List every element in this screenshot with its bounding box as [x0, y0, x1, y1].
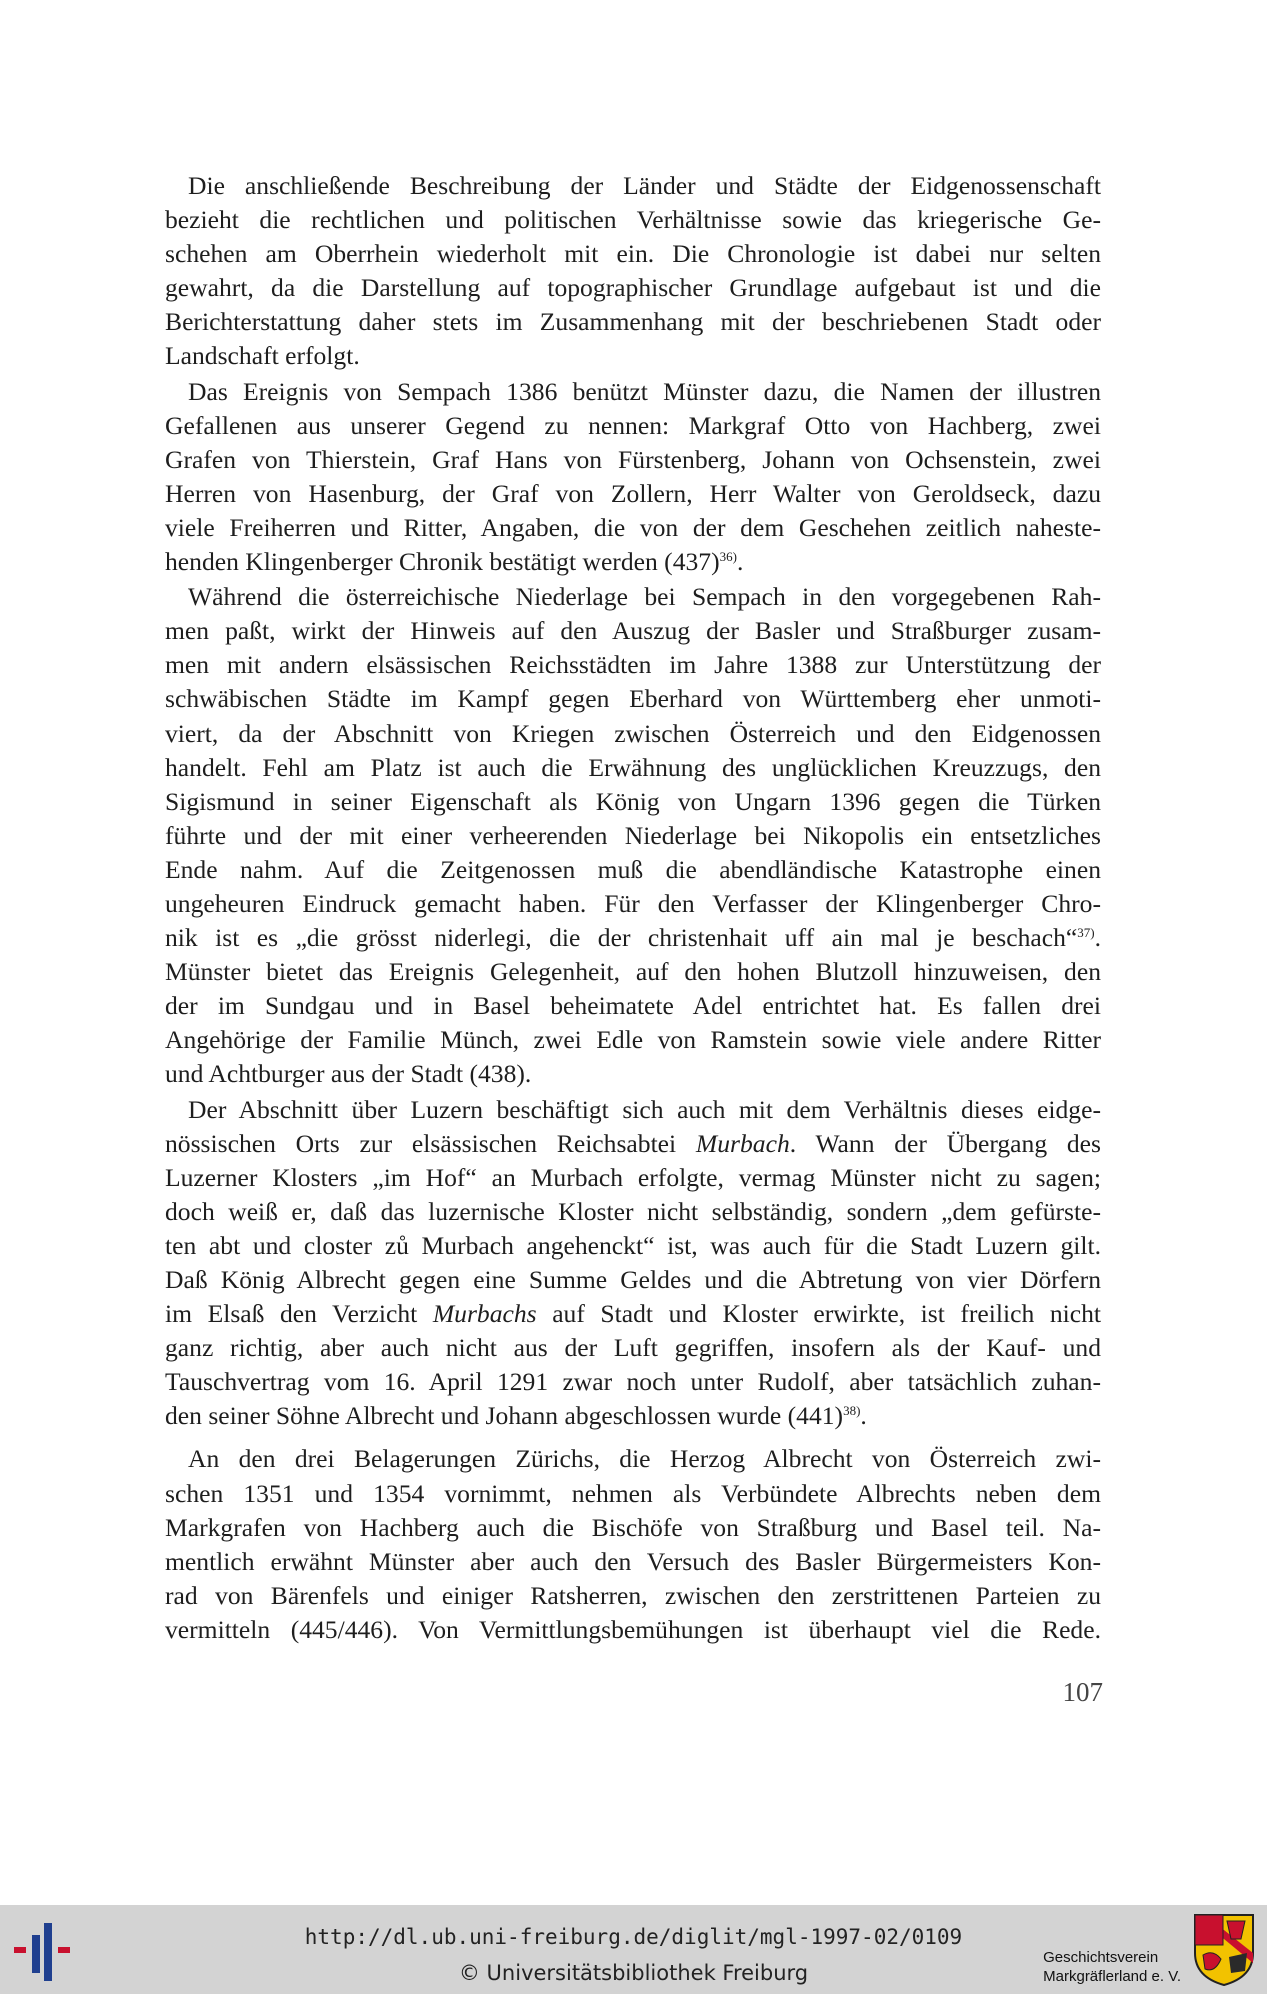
society-line: Geschichtsverein	[1043, 1949, 1159, 1966]
coat-of-arms-icon	[1193, 1913, 1255, 1987]
text-line	[165, 1399, 1101, 1433]
text-line: mentlich erwähnt Münster aber auch den Versuch des Basler Bürgermeisters Kon-	[165, 1546, 1101, 1576]
footer-url-link[interactable]: http://dl.ub.uni-freiburg.de/diglit/mgl-1997-02/0109	[304, 1925, 963, 1949]
text-line: schehen am Oberrhein wiederholt mit ein. Die Chronologie ist dabei nur selten	[165, 239, 1101, 269]
text-line: Grafen von Thierstein, Graf Hans von Fürstenberg, Johann von Ochsenstein, zwei	[165, 444, 1101, 474]
society-name	[1043, 1948, 1181, 1986]
text-line: viele Freiherren und Ritter, Angaben, die von der dem Geschehen zeitlich naheste-	[165, 512, 1101, 542]
paragraph-5	[165, 1442, 1101, 1647]
text-fragment: .	[860, 1401, 867, 1431]
text-line: men mit andern elsässischen Reichsstädten im Jahre 1388 zur Unterstützung der	[165, 650, 1101, 680]
paragraph-3	[165, 580, 1101, 1091]
italic-term: Murbachs	[432, 1299, 537, 1329]
text-line: handelt. Fehl am Platz ist auch die Erwähnung des unglücklichen Kreuzzugs, den	[165, 752, 1101, 782]
text-line: Der Abschnitt über Luzern beschäftigt sich auch mit dem Verhältnis dieses eidge-	[188, 1094, 1101, 1124]
text-line: doch weiß er, daß das luzernische Kloster nicht selbständig, sondern „dem gefürste-	[165, 1196, 1101, 1226]
footnote-marker: 37)	[1077, 925, 1095, 941]
text-fragment: den seiner Söhne Albrecht und Johann abgeschlossen wurde (441)	[165, 1401, 844, 1431]
text-line: Gefallenen aus unserer Gegend zu nennen: Markgraf Otto von Hachberg, zwei	[165, 410, 1101, 440]
text-line: schwäbischen Städte im Kampf gegen Eberhard von Württemberg eher unmoti-	[165, 684, 1101, 714]
page-body	[165, 169, 1101, 1647]
text-line: viert, da der Abschnitt von Kriegen zwischen Österreich und den Eidgenossen	[165, 718, 1101, 748]
text-fragment: im Elsaß den Verzicht	[165, 1299, 433, 1329]
text-fragment: auf Stadt und Kloster erwirkte, ist freilich nicht	[536, 1299, 1101, 1329]
text-line: Ende nahm. Auf die Zeitgenossen muß die abendländische Katastrophe einen	[165, 854, 1101, 884]
footnote-marker: 38)	[843, 1403, 861, 1419]
text-line	[165, 921, 1101, 955]
footnote-marker: 36)	[719, 549, 737, 565]
footer-bar	[0, 1905, 1267, 1994]
text-line: Angehörige der Familie Münch, zwei Edle von Ramstein sowie viele andere Ritter	[165, 1025, 1101, 1055]
society-line: Markgräflerland e. V.	[1043, 1968, 1181, 1985]
italic-term: Murbach	[695, 1128, 790, 1158]
text-line: An den drei Belagerungen Zürichs, die Herzog Albrecht von Österreich zwi-	[188, 1444, 1101, 1474]
text-fragment: .	[736, 547, 744, 577]
text-line: Berichterstattung daher stets im Zusammenhang mit der beschriebenen Stadt oder	[165, 307, 1101, 337]
text-line: schen 1351 und 1354 vornimmt, nehmen als Verbündete Albrechts neben dem	[165, 1478, 1101, 1508]
text-line: ganz richtig, aber auch nicht aus der Luft gegriffen, insofern als der Kauf- und	[165, 1333, 1101, 1363]
text-line: Luzerner Klosters „im Hof“ an Murbach erfolgte, vermag Münster nicht zu sagen;	[165, 1162, 1101, 1192]
text-line: Markgrafen von Hachberg auch die Bischöfe von Straßburg und Basel teil. Na-	[165, 1512, 1101, 1542]
text-line	[165, 1297, 1101, 1331]
text-line: führte und der mit einer verheerenden Niederlage bei Nikopolis ein entsetzliches	[165, 820, 1101, 850]
text-line: Landschaft erfolgt.	[165, 341, 360, 371]
paragraph-4	[165, 1093, 1101, 1434]
text-line: vermitteln (445/446). Von Vermittlungsbemühungen ist überhaupt viel die Rede.	[165, 1614, 1101, 1644]
text-line: bezieht die rechtlichen und politischen Verhältnisse sowie das kriegerische Ge-	[165, 205, 1101, 235]
text-line: Tauschvertrag vom 16. April 1291 zwar noch unter Rudolf, aber tatsächlich zuhan-	[165, 1367, 1101, 1397]
text-fragment: .	[1094, 923, 1101, 953]
paragraph-2	[165, 375, 1101, 580]
paragraph-1	[165, 169, 1101, 374]
text-line: Daß König Albrecht gegen eine Summe Geldes und die Abtretung von vier Dörfern	[165, 1265, 1101, 1294]
text-line: gewahrt, da die Darstellung auf topographischer Grundlage aufgebaut ist und die	[165, 273, 1101, 303]
page-number: 107	[1062, 1677, 1103, 1707]
text-line: Die anschließende Beschreibung der Länder und Städte der Eidgenossenschaft	[188, 171, 1101, 200]
text-line: Während die österreichische Niederlage bei Sempach in den vorgegebenen Rah-	[188, 582, 1101, 612]
text-line: ten abt und closter zů Murbach angehenckt“ ist, was auch für die Stadt Luzern gilt.	[165, 1230, 1101, 1260]
text-fragment: nössischen Orts zur elsässischen Reichsabtei	[165, 1128, 696, 1158]
text-line: rad von Bärenfels und einiger Ratsherren, zwischen den zerstrittenen Parteien zu	[165, 1580, 1101, 1610]
text-line: Sigismund in seiner Eigenschaft als König von Ungarn 1396 gegen die Türken	[165, 786, 1101, 816]
text-fragment: nik ist es „die grösst niderlegi, die der christenhait uff ain mal je beschach“	[165, 923, 1078, 953]
text-line: und Achtburger aus der Stadt (438).	[165, 1059, 532, 1089]
text-line: Münster bietet das Ereignis Gelegenheit, auf den hohen Blutzoll hinzuweisen, den	[165, 957, 1101, 987]
text-line: Herren von Hasenburg, der Graf von Zollern, Herr Walter von Geroldseck, dazu	[165, 478, 1101, 508]
text-line	[165, 545, 1101, 579]
text-fragment: . Wann der Übergang des	[789, 1128, 1102, 1158]
text-line: ungeheuren Eindruck gemacht haben. Für den Verfasser der Klingenberger Chro-	[165, 888, 1101, 918]
text-line: men paßt, wirkt der Hinweis auf den Auszug der Basler und Straßburger zusam-	[165, 616, 1101, 646]
footer-copyright: © Universitätsbibliothek Freiburg	[458, 1961, 809, 1985]
text-line: Das Ereignis von Sempach 1386 benützt Münster dazu, die Namen der illustren	[188, 376, 1101, 406]
text-line: der im Sundgau und in Basel beheimatete Adel entrichtet hat. Es fallen drei	[165, 991, 1101, 1021]
text-fragment: henden Klingenberger Chronik bestätigt werden (437)	[165, 547, 720, 577]
text-line	[165, 1127, 1101, 1161]
